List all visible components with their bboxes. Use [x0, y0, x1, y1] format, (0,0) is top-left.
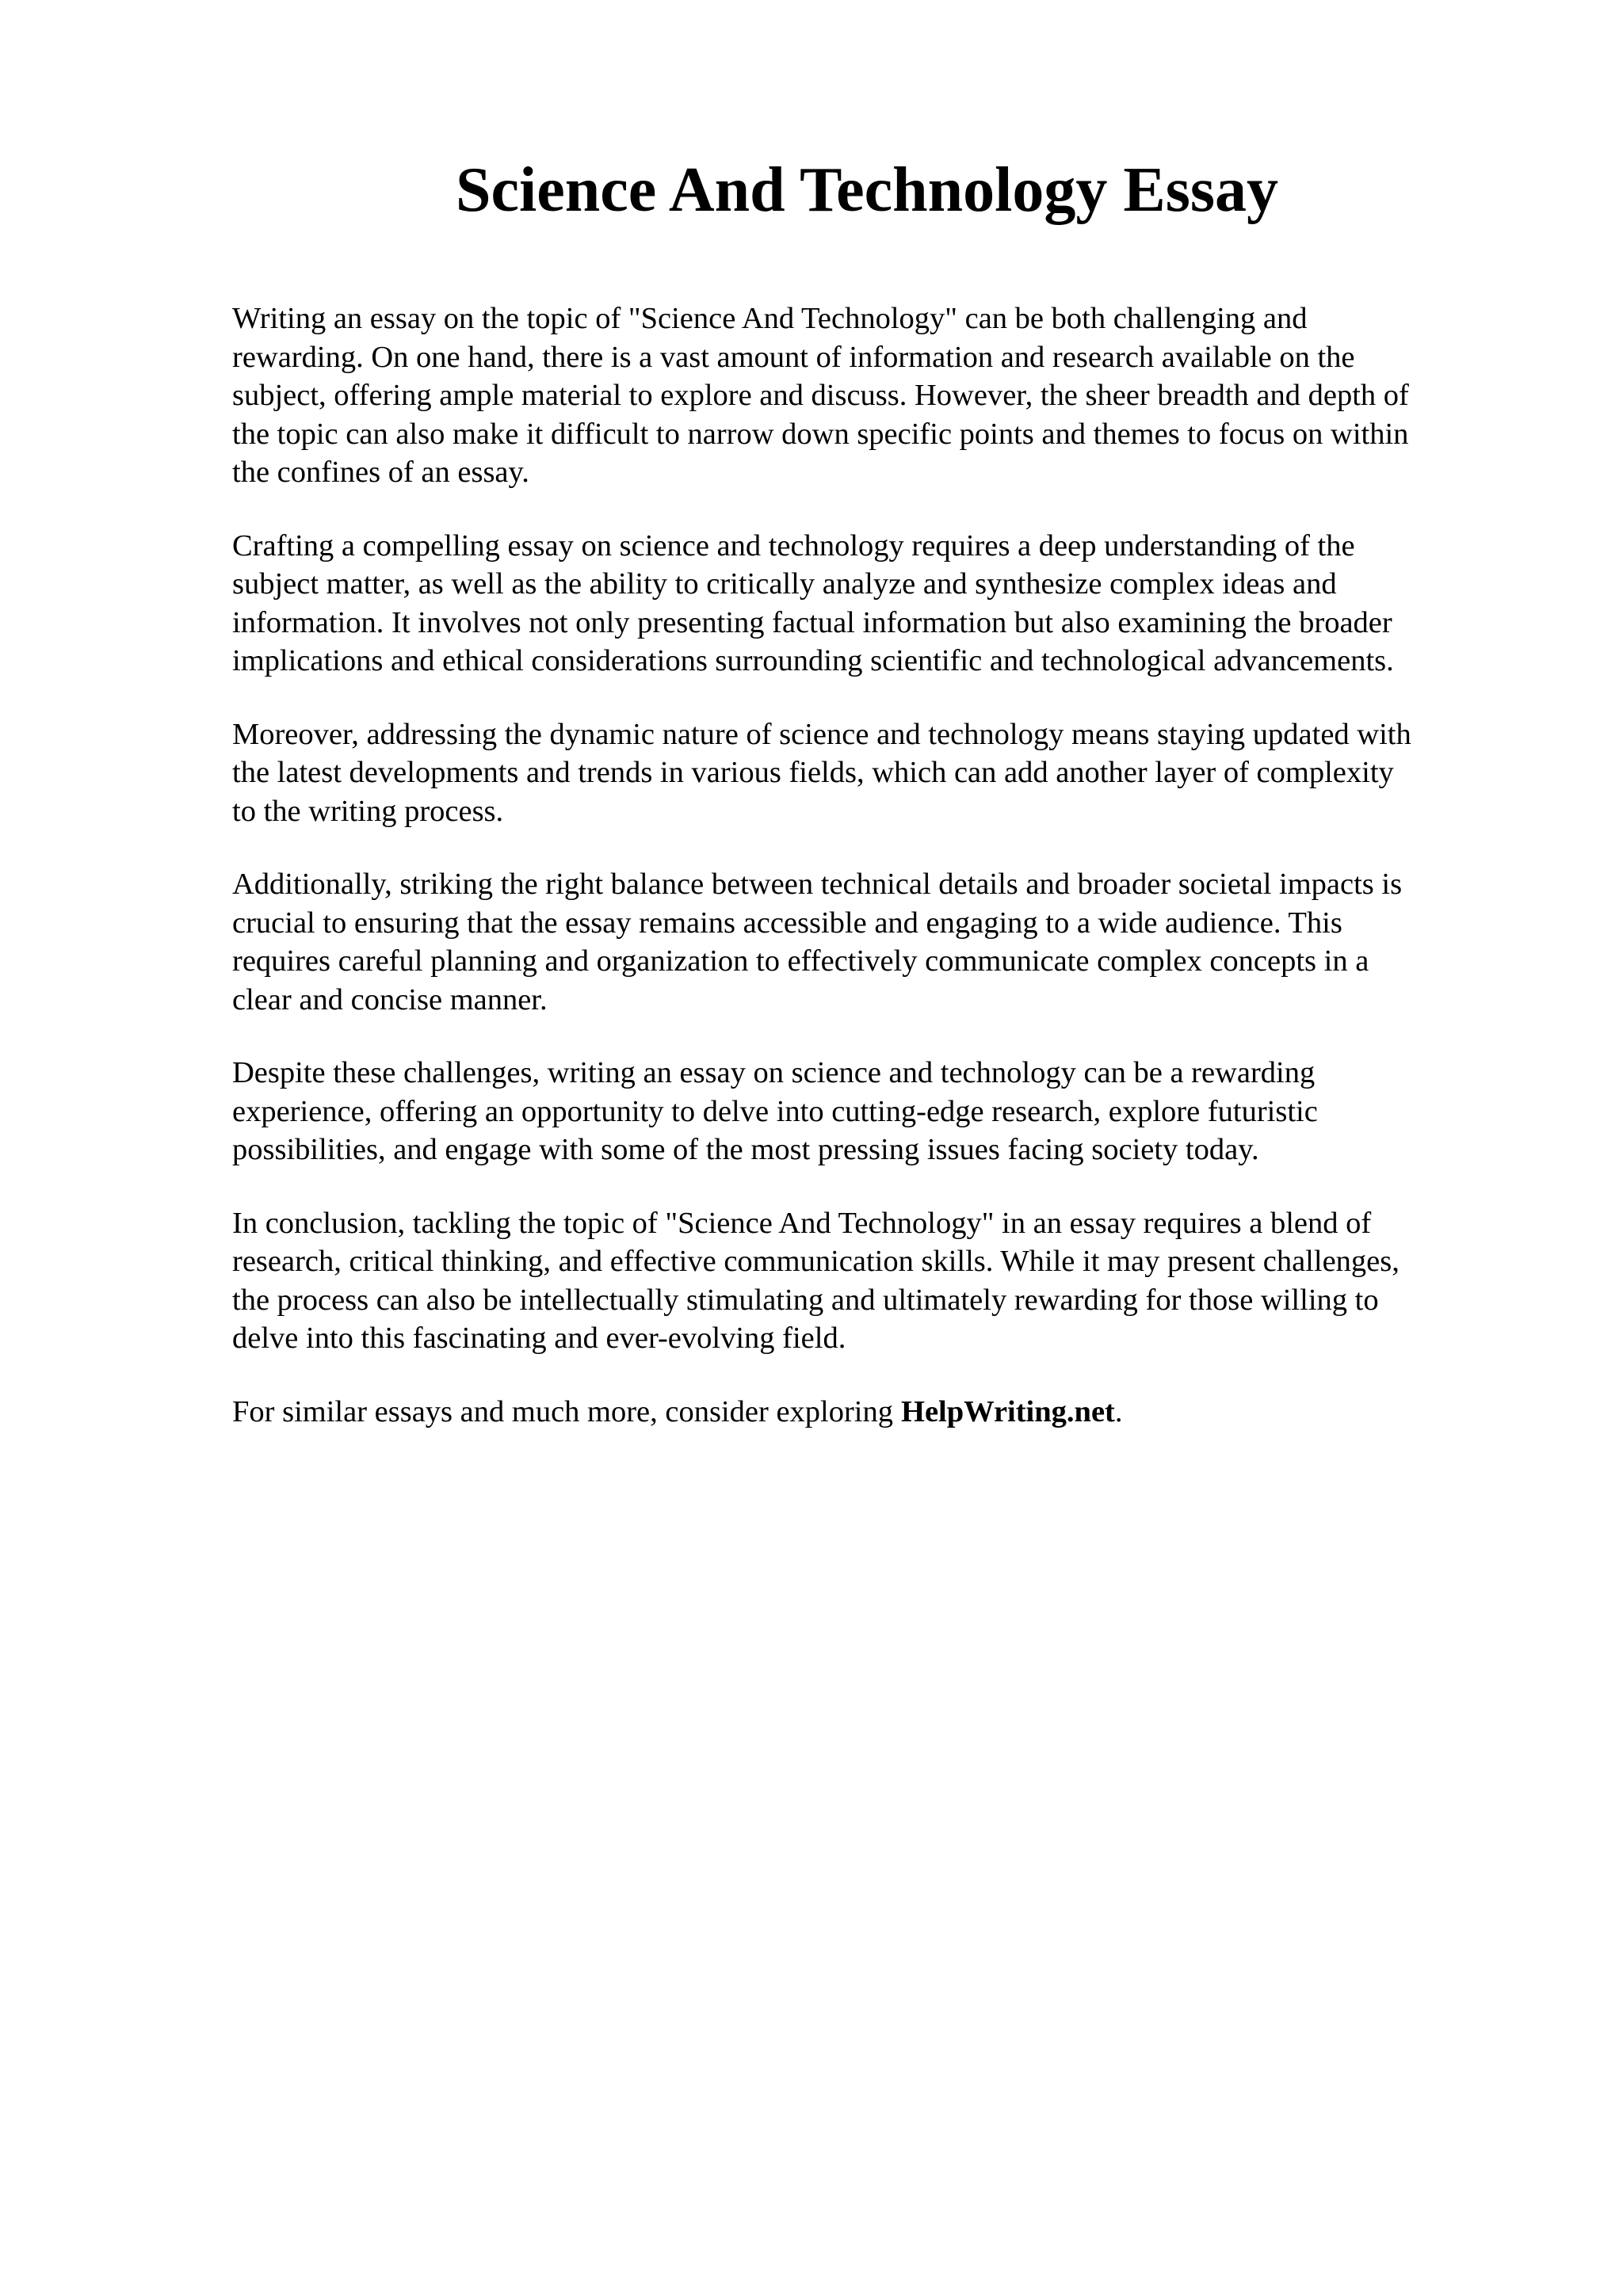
paragraph-5: Despite these challenges, writing an essay on science and technology can be a rewarding experience, offering an opportunity to delve into cutting-edge research, explore futuristic possibilities, and engage with some of the most pressing issues facing society today.	[232, 1056, 1318, 1166]
footer-suffix: .	[1114, 1394, 1123, 1428]
paragraph-2: Crafting a compelling essay on science and technology requires a deep understanding of the subject matter, as well as the ability to critically analyze and synthesize complex ideas and information. It involves not only presenting factual information but also examining the broader implications and ethical considerations surrounding scientific and technological advancements.	[232, 528, 1394, 677]
paragraph-4: Additionally, striking the right balance between technical details and broader societal impacts is crucial to ensuring that the essay remains accessible and engaging to a wide audience. This requires careful planning and organization to effectively communicate complex concepts in a clear and concise manner.	[232, 868, 1403, 1016]
helpwriting-link[interactable]: HelpWriting.net	[901, 1394, 1115, 1428]
page-title: Science And Technology Essay	[455, 155, 1278, 225]
paragraph-1: Writing an essay on the topic of "Science And Technology" can be both challenging and rewarding. On one hand, there is a vast amount of information and research available on the subject, offering ample material to explore and discuss. However, the sheer breadth and depth of the topic can also make it difficult to narrow down specific points and themes to focus on within the confines of an essay.	[232, 302, 1409, 489]
essay-body	[232, 299, 1524, 1431]
paragraph-6: In conclusion, tackling the topic of "Science And Technology" in an essay requires a blend of research, critical thinking, and effective communication skills. While it may present challenges, the process can also be intellectually stimulating and ultimately rewarding for those willing to delve into this fascinating and ever-evolving field.	[232, 1206, 1400, 1355]
footer-prefix: For similar essays and much more, consider exploring	[232, 1394, 893, 1428]
footer-line	[232, 1393, 1524, 1432]
paragraph-3: Moreover, addressing the dynamic nature of science and technology means staying updated with the latest developments and trends in various fields, which can add another layer of complexity to the writing process.	[232, 717, 1411, 828]
